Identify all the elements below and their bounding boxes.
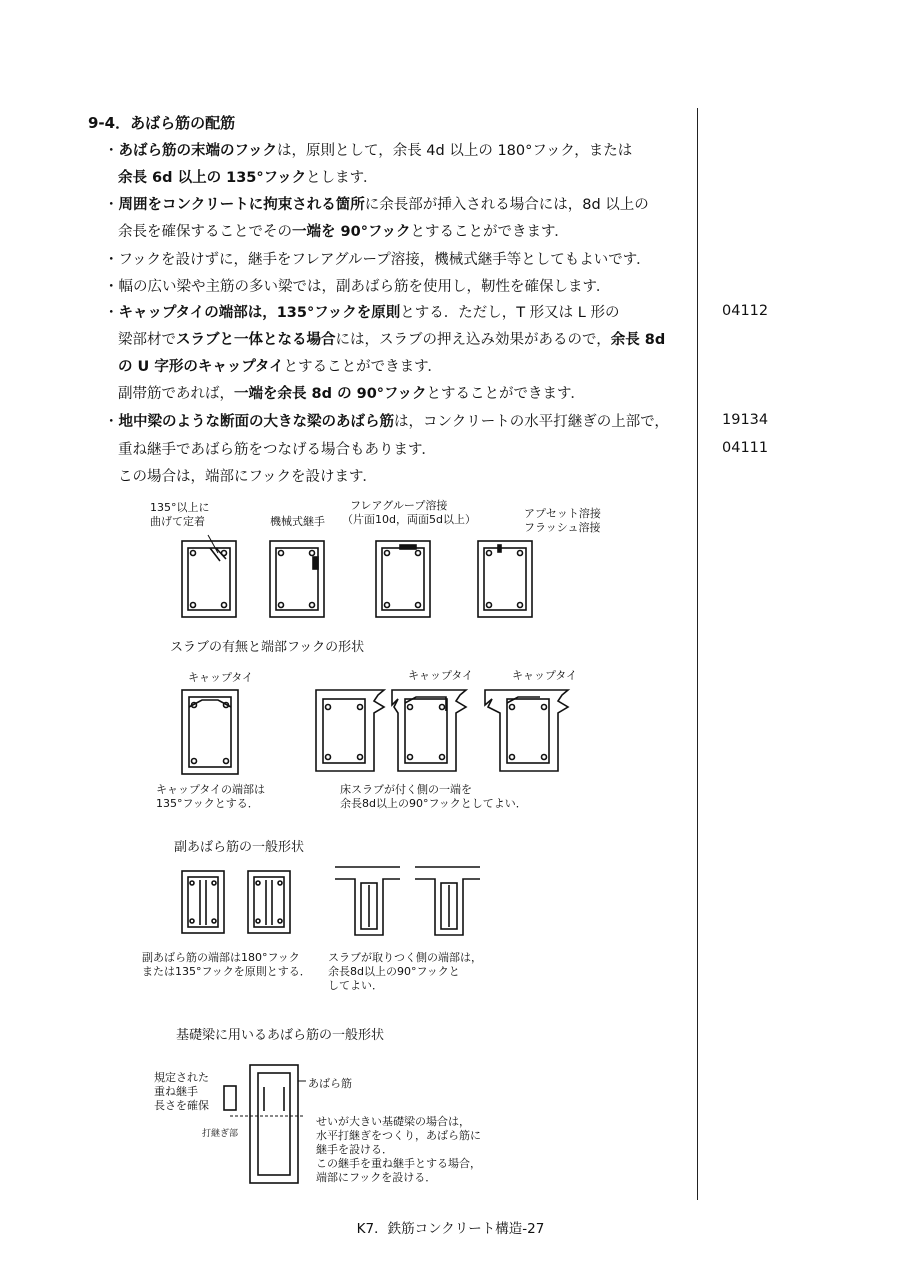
sub-stirrup-t-b (415, 867, 480, 935)
fig-sec2-cap1: キャップタイ (188, 671, 254, 684)
plain-text: に余長部が挿入される場合には，8d 以上の (364, 197, 649, 213)
fig-sec4-note2: 水平打継ぎをつくり，あばら筋に (316, 1129, 481, 1142)
side-code-1: 04112 (722, 303, 769, 319)
section-hook-135 (182, 535, 236, 617)
plain-text: フックを設けずに，継手をフレアグループ溶接，機械式継手等としてもよいです． (118, 252, 651, 268)
page-footer: K7．鉄筋コンクリート構造-27 (356, 1221, 545, 1237)
text-line (118, 168, 377, 188)
fig-sec3-note-right2: 余長8d以上の90°フックと (328, 965, 460, 978)
section-heading: 9-4．あばら筋の配筋 (88, 114, 236, 132)
fig-label-d1: アプセット溶接 (524, 507, 601, 520)
plain-text: 幅の広い梁や主筋の多い梁では，副あばら筋を使用し，靭性を確保します． (118, 279, 611, 295)
text-line (118, 357, 442, 377)
captie-l-beam (316, 690, 384, 771)
plain-text: とすることができます． (283, 359, 442, 375)
fig-label-c1: フレアグループ溶接 (350, 499, 448, 512)
plain-text: とすることができます． (426, 386, 585, 402)
section-upset-weld (478, 541, 532, 617)
plain-text: には，スラブの押え込み効果があるので， (335, 332, 611, 348)
text-line (118, 384, 585, 404)
sub-stirrup-t-a (335, 867, 400, 935)
fig-sec4-note1: せいが大きい基礎梁の場合は， (316, 1115, 470, 1128)
plain-text: ・ (104, 414, 119, 430)
emphasis-text: スラブと一体となる場合 (176, 332, 336, 348)
sub-stirrup-b (248, 871, 290, 933)
fig-sec4-note5: 端部にフックを設ける． (316, 1171, 437, 1184)
emphasis-text: キャップタイの端部は，135°フックを原則 (118, 305, 401, 321)
text-line (104, 195, 649, 215)
plain-text: この場合は，端部にフックを設けます． (118, 469, 377, 485)
fig-sec2-note-right1: 床スラブが付く側の一端を (340, 783, 472, 796)
fig-sec4-stirrup: あばら筋 (308, 1077, 352, 1090)
fig-sec3-note-left2: または135°フックを原則とする． (142, 965, 311, 978)
fig-label-c2: （片面10d，両面5d以上） (342, 513, 476, 526)
plain-text: 余長を確保することでその (118, 224, 292, 240)
plain-text: ・ (104, 197, 119, 213)
captie-slab-one-side (392, 690, 466, 771)
emphasis-text: 余長 8d (610, 332, 666, 348)
text-line (104, 303, 619, 323)
emphasis-text: 一端を 90°フック (292, 224, 411, 240)
plain-text: とすることができます． (410, 224, 569, 240)
sub-stirrup-a (182, 871, 224, 933)
text-line (104, 412, 669, 432)
plain-text: とする．ただし，T 形又は L 形の (400, 305, 620, 321)
section-mechanical-joint (270, 541, 324, 617)
fig-sec3-note-right1: スラブが取りつく側の端部は， (328, 951, 482, 964)
fig-sec4-left2: 重ね継手 (154, 1085, 198, 1098)
text-line (118, 440, 436, 460)
plain-text: ・ (104, 305, 119, 321)
fig-sec2-note-left1: キャップタイの端部は (156, 783, 266, 796)
fig-sec4-joint: 打継ぎ部 (202, 1129, 239, 1139)
emphasis-text: 余長 6d 以上の 135°フック (118, 170, 307, 186)
fig-sec4-note3: 継手を設ける． (316, 1143, 393, 1156)
side-code-2: 19134 (722, 412, 769, 428)
fig-sec3-note-left1: 副あばら筋の端部は180°フック (142, 951, 300, 964)
plain-text: 副帯筋であれば， (118, 386, 234, 402)
fig-label-a2: 曲げて定着 (150, 515, 205, 528)
plain-text: ・ (104, 252, 119, 268)
plain-text: ・ (104, 279, 119, 295)
plain-text: とします． (306, 170, 378, 186)
fig-sec2-cap3: キャップタイ (512, 669, 578, 682)
emphasis-text: 地中梁のような断面の大きな梁のあばら筋 (118, 414, 394, 430)
rebar-figure (130, 495, 650, 1195)
text-line (104, 141, 632, 161)
fig-sec2-title: スラブの有無と端部フックの形状 (170, 640, 365, 655)
captie-t-beam (485, 690, 568, 771)
text-line (118, 467, 377, 487)
plain-text: 梁部材で (118, 332, 176, 348)
plain-text: 重ね継手であばら筋をつなげる場合もあります． (118, 442, 436, 458)
fig-sec3-note-right3: してよい． (328, 979, 383, 992)
plain-text: は，原則として，余長 4d 以上の 180°フック，または (276, 143, 633, 159)
emphasis-text: 一端を余長 8d の 90°フック (234, 386, 427, 402)
plain-text: ・ (104, 143, 119, 159)
fig-sec4-note4: この継手を重ね継手とする場合， (316, 1157, 481, 1170)
text-line (118, 222, 569, 242)
emphasis-text: 周囲をコンクリートに拘束される箇所 (118, 197, 365, 213)
plain-text: は，コンクリートの水平打継ぎの上部で， (394, 414, 669, 430)
fig-sec3-title: 副あばら筋の一般形状 (174, 840, 305, 855)
text-line (118, 330, 665, 350)
fig-sec4-title: 基礎梁に用いるあばら筋の一般形状 (176, 1028, 385, 1043)
fig-sec2-cap2: キャップタイ (408, 669, 474, 682)
fig-sec2-note-left2: 135°フックとする． (156, 797, 259, 810)
fig-label-a1: 135°以上に (150, 501, 210, 514)
fig-label-b: 機械式継手 (270, 515, 325, 528)
text-line (104, 277, 610, 297)
fig-sec4-left3: 長さを確保 (154, 1099, 209, 1112)
text-line (104, 250, 651, 270)
margin-divider (697, 108, 698, 1200)
side-code-3: 04111 (722, 440, 769, 456)
fig-sec2-note-right2: 余長8d以上の90°フックとしてよい． (340, 797, 527, 810)
fig-sec4-left1: 規定された (154, 1071, 209, 1084)
emphasis-text: の U 字形のキャップタイ (118, 359, 284, 375)
fig-label-d2: フラッシュ溶接 (524, 521, 601, 534)
foundation-beam (224, 1065, 306, 1183)
emphasis-text: あばら筋の末端のフック (118, 143, 277, 159)
captie-no-slab (182, 690, 238, 774)
section-flare-weld (376, 541, 430, 617)
